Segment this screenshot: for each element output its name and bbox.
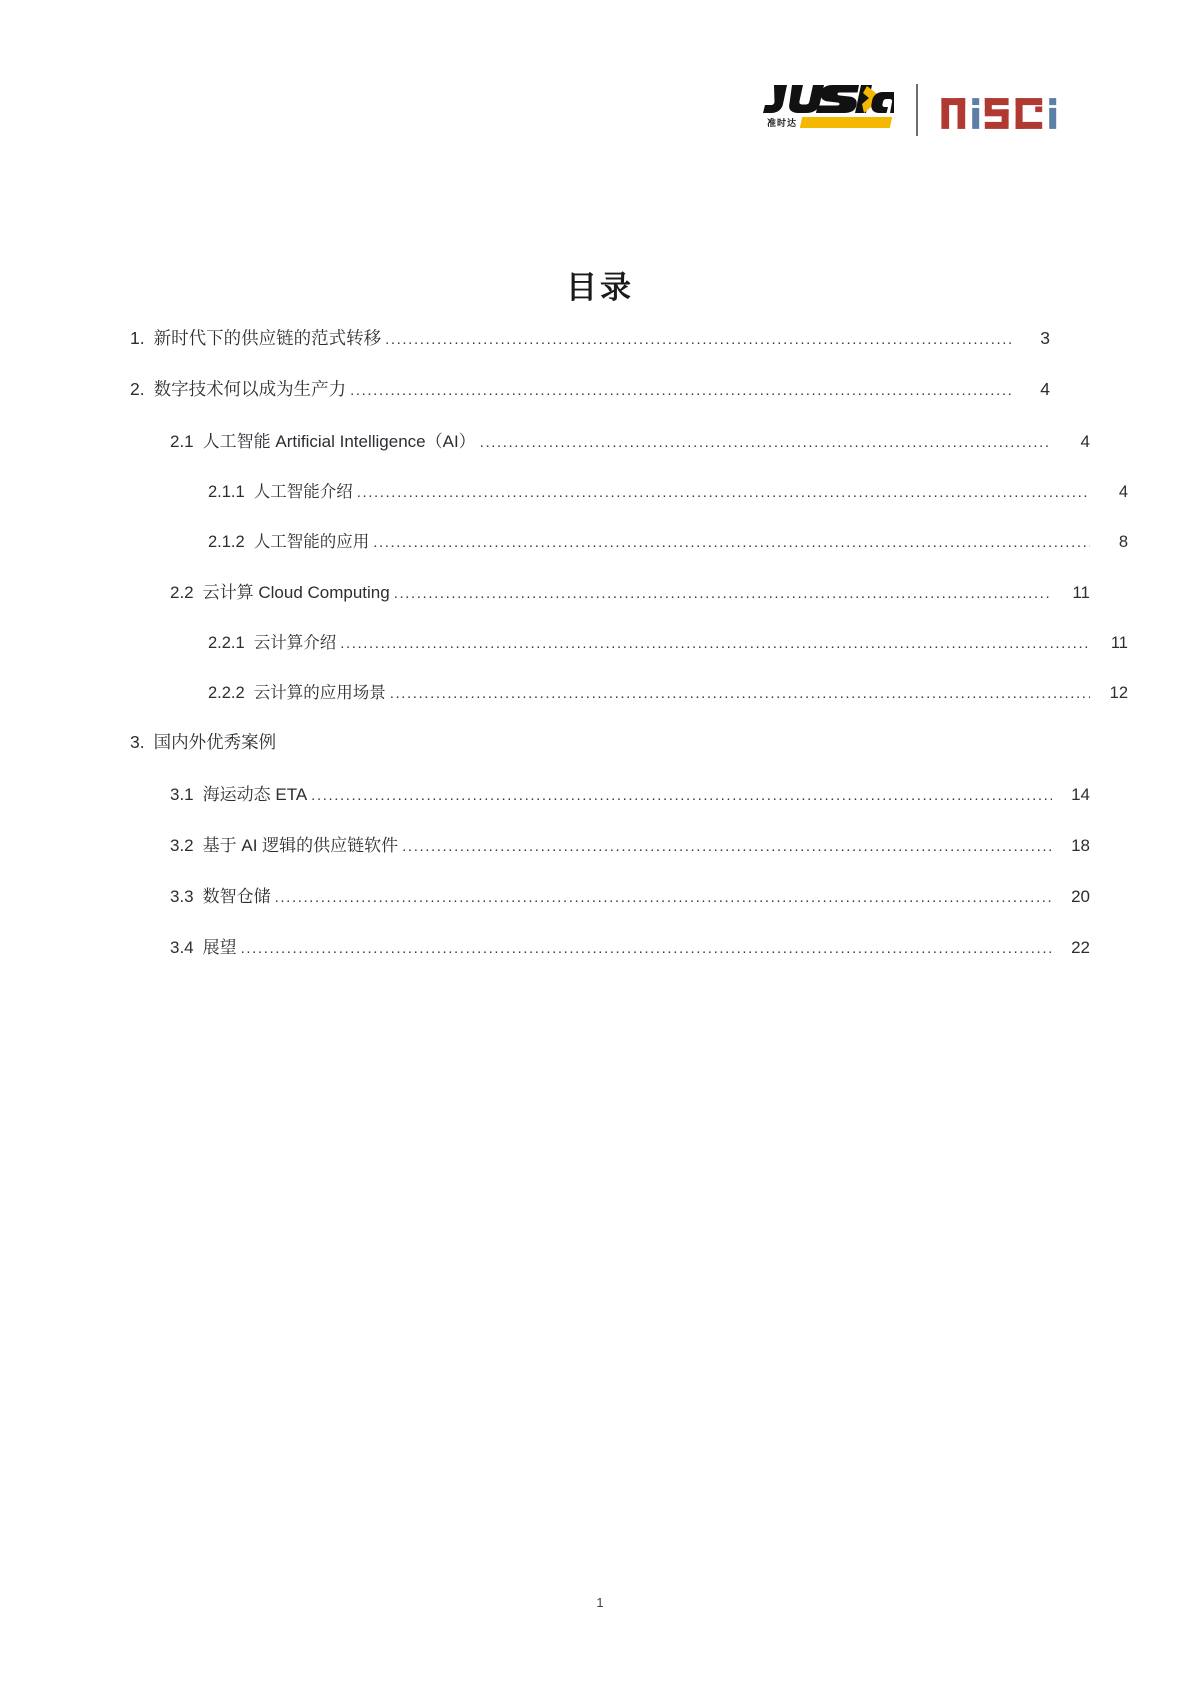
toc-leader-dots [350,383,1012,401]
toc-entry-label: 数智仓储 [202,887,271,906]
toc-leader-dots [275,890,1052,907]
toc-entry-number: 3.3 [170,887,194,906]
toc-leader-dots [311,788,1052,805]
toc-leader-dots [373,535,1090,552]
header-logos [759,78,1080,142]
toc-entry-page-number: 8 [1118,533,1128,551]
toc-entry-label: 云计算介绍 [253,634,337,652]
page-title: 目录 [566,270,634,306]
toc-entry-page-number: 11 [1110,634,1128,652]
toc-leader-dots [394,586,1052,603]
toc-entry[interactable] [130,679,1128,703]
toc-entry[interactable] [130,325,1050,350]
toc-entry-number: 3.4 [170,938,194,957]
toc-entry[interactable] [130,780,1090,805]
toc-entry-label: 新时代下的供应链的范式转移 [153,328,382,348]
table-of-contents [130,325,1128,984]
toc-entry[interactable] [130,376,1050,401]
toc-entry[interactable] [130,831,1090,856]
toc-entry-number: 2.1.1 [208,483,245,501]
toc-entry-label: 人工智能介绍 [253,483,353,501]
jusda-yellow-bar [800,117,892,128]
toc-entry-label: 数字技术何以成为生产力 [153,379,347,399]
toc-entry-page-number: 18 [1071,836,1090,855]
toc-leader-dots [357,485,1090,502]
toc-entry[interactable] [130,933,1090,958]
toc-entry-page-number: 20 [1071,887,1090,906]
toc-entry[interactable] [130,882,1090,907]
toc-entry-number: 2. [130,379,145,399]
toc-entry-number: 3. [130,732,145,752]
toc-entry-page-number: 4 [1080,432,1090,451]
toc-entry[interactable] [130,478,1128,502]
toc-leader-dots [390,686,1090,703]
toc-entry-label: 人工智能 Artificial Intelligence（AI） [202,432,476,451]
toc-entry-number: 2.1.2 [208,533,245,551]
toc-entry-label: 云计算 Cloud Computing [202,583,390,602]
logo-divider [916,84,918,136]
toc-entry[interactable] [130,427,1090,452]
jusda-logo [759,81,894,139]
toc-entry-label: 云计算的应用场景 [253,684,386,702]
toc-leader-dots [340,636,1090,653]
toc-entry-number: 1. [130,328,145,348]
toc-entry[interactable] [130,629,1128,653]
toc-leader-dots [480,435,1052,452]
toc-entry-number: 2.1 [170,432,194,451]
toc-entry[interactable] [130,729,1050,754]
toc-entry-page-number: 14 [1071,785,1090,804]
toc-entry-label: 海运动态 ETA [202,785,308,804]
toc-entry[interactable] [130,578,1090,603]
toc-entry-page-number: 4 [1040,379,1050,399]
toc-leader-dots [385,332,1012,350]
toc-entry-label: 人工智能的应用 [253,533,370,551]
toc-entry-number: 3.1 [170,785,194,804]
toc-entry-number: 2.2 [170,583,194,602]
toc-entry-number: 2.2.1 [208,634,245,652]
toc-entry-page-number: 4 [1118,483,1128,501]
jusda-wordmark-icon [759,83,894,115]
toc-entry-number: 3.2 [170,836,194,855]
toc-entry[interactable] [130,528,1128,552]
toc-leader-dots [280,731,1012,749]
toc-entry-page-number: 11 [1072,583,1090,602]
toc-entry-page-number: 12 [1109,684,1128,702]
misc-logo-icon [940,88,1080,132]
toc-entry-label: 基于 AI 逻辑的供应链软件 [202,836,399,855]
toc-entry-number: 2.2.2 [208,684,245,702]
toc-leader-dots [402,839,1052,856]
toc-leader-dots [241,941,1052,958]
toc-entry-label: 国内外优秀案例 [153,732,277,752]
jusda-chinese-name: 准时达 [767,118,798,128]
page-number-footer: 1 [596,1596,604,1610]
toc-entry-page-number: 3 [1040,328,1050,348]
toc-entry-label: 展望 [202,938,237,957]
toc-entry-page-number: 22 [1071,938,1090,957]
